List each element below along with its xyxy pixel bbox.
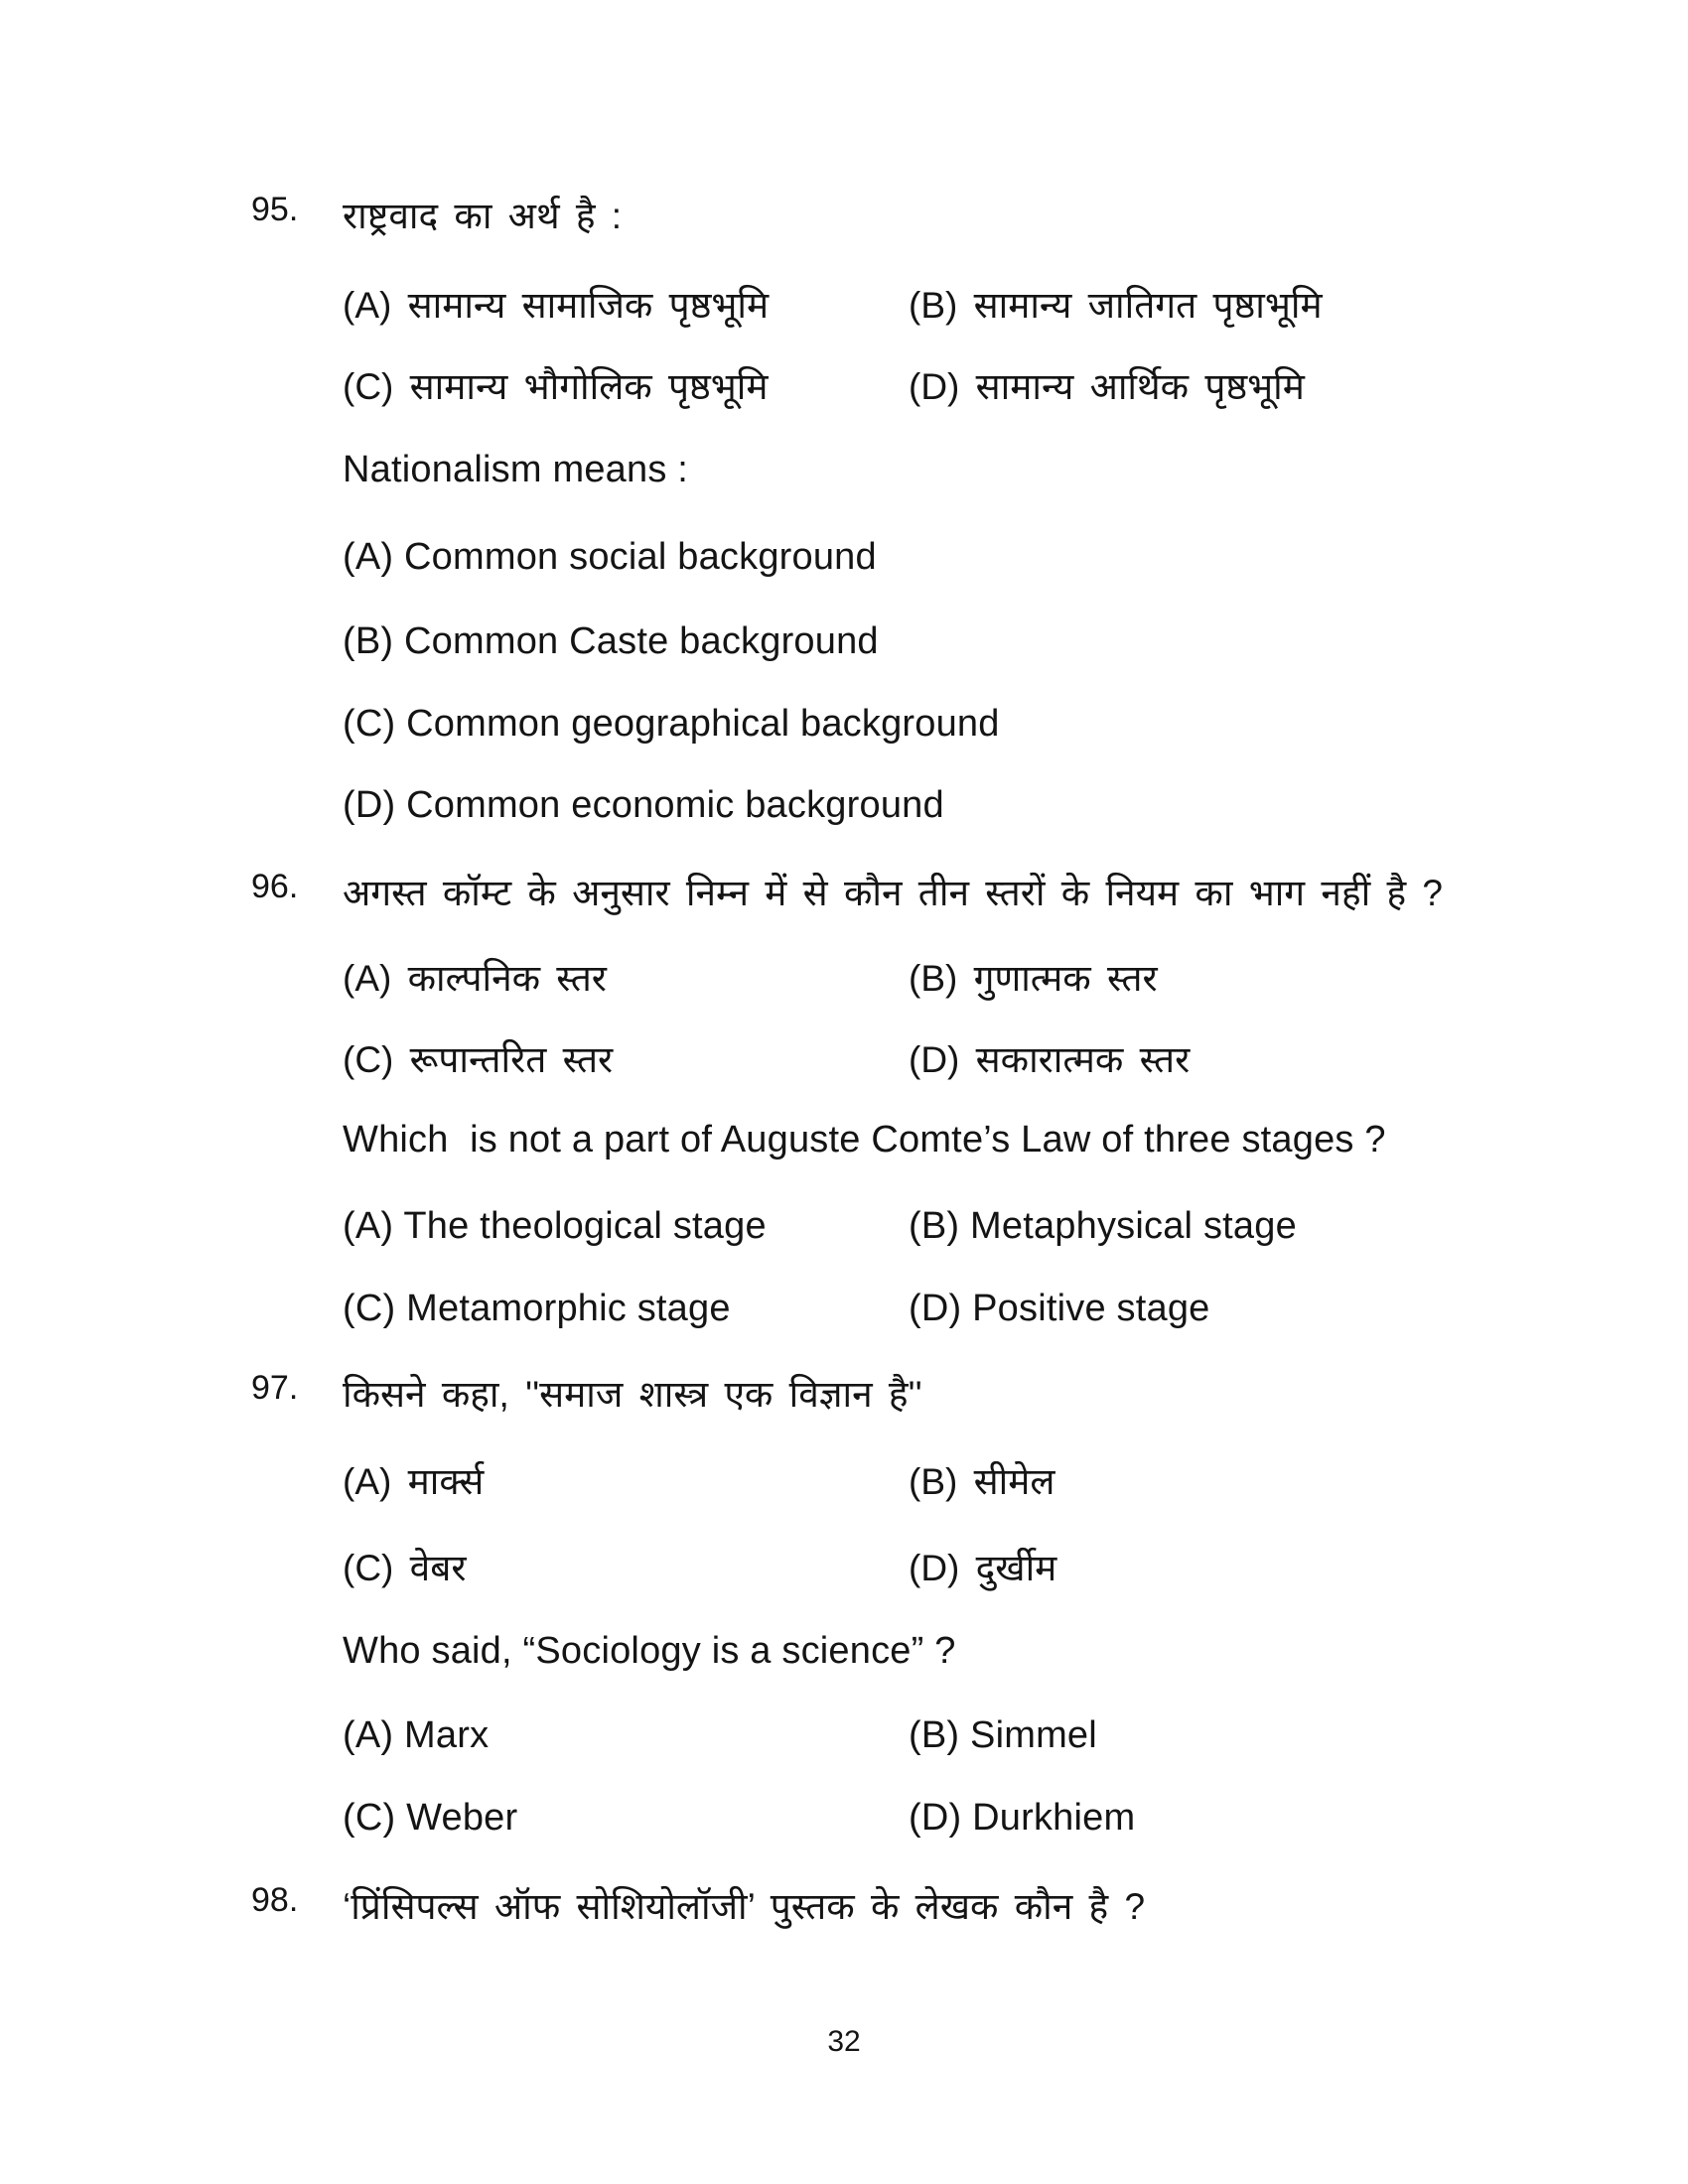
question-98-number: 98. [251,1881,299,1919]
page-number: 32 [827,2025,861,2058]
q95-hindi-option-c [343,359,769,410]
option-text: मार्क्स [407,1461,485,1502]
q96-hindi-option-c [343,1032,613,1083]
question-96-english-text: Which is not a part of Auguste Comte’s Law of three stages ? [343,1119,1386,1160]
q96-english-option-b [909,1205,1297,1248]
option-text: सकारात्मक स्तर [975,1039,1191,1080]
q96-hindi-option-d [909,1032,1190,1083]
option-label: (C) [343,366,394,407]
option-label: (B) [343,620,394,662]
question-95-hindi-options-ab [0,278,1688,341]
option-label: (D) [909,1797,962,1839]
question-96-hindi-row [0,866,1688,929]
q97-hindi-option-a [343,1454,484,1505]
question-97-number: 97. [251,1369,299,1407]
option-text: The theological stage [403,1205,767,1247]
question-95-english-row [0,449,1688,512]
q96-hindi-option-b [909,951,1158,1002]
option-label: (B) [909,1205,960,1247]
option-text: सामान्य जातिगत पृष्ठाभूमि [973,285,1323,326]
q95-hindi-option-b [909,278,1323,329]
option-text: Metamorphic stage [406,1288,731,1329]
option-text: Common social background [404,536,877,578]
option-text: सामान्य भौगोलिक पृष्ठभूमि [409,366,769,407]
q95-hindi-option-a [343,278,769,329]
option-text: रूपान्तरित स्तर [409,1039,614,1080]
question-97-hindi-options-cd [0,1541,1688,1604]
option-label: (A) [343,1714,394,1756]
question-97-english-options-cd [0,1797,1688,1860]
q97-english-option-c [343,1797,517,1840]
option-text: Marx [404,1714,490,1756]
q97-english-option-a [343,1714,489,1757]
question-97-english-text: Who said, “Sociology is a science” ? [343,1630,956,1672]
option-label: (B) [909,958,958,999]
option-text: काल्पनिक स्तर [407,958,607,999]
option-label: (D) [909,366,960,407]
q95-english-option-d [343,784,944,827]
option-label: (A) [343,536,394,578]
q97-english-option-b [909,1714,1097,1757]
option-text: सीमेल [973,1461,1055,1502]
option-label: (B) [909,1714,960,1756]
q95-english-option-c-row [0,703,1688,766]
option-label: (C) [343,1797,396,1839]
option-text: Positive stage [972,1288,1210,1329]
option-label: (D) [343,784,396,826]
option-text: Common geographical background [406,703,1000,745]
option-label: (A) [343,1205,394,1247]
question-97-english-options-ab [0,1714,1688,1778]
option-text: दुर्खीम [975,1548,1057,1588]
option-label: (A) [343,285,392,326]
q96-english-option-c [343,1288,731,1330]
option-label: (D) [909,1039,960,1080]
question-96-english-row [0,1119,1688,1182]
question-95-hindi-text: राष्ट्रवाद का अर्थ है : [343,196,623,236]
option-label: (B) [909,1461,958,1502]
question-95-hindi-row [0,189,1688,252]
q96-english-option-a [343,1205,767,1248]
question-95-hindi-options-cd [0,359,1688,423]
q97-english-option-d [909,1797,1135,1840]
option-label: (A) [343,1461,392,1502]
question-96-hindi-text: अगस्त कॉम्ट के अनुसार निम्न में से कौन तीन स्तरों के नियम का भाग नहीं है ? [343,873,1443,913]
option-label: (D) [909,1288,962,1329]
q97-hindi-option-d [909,1541,1056,1591]
q95-english-option-d-row [0,784,1688,848]
q95-english-option-a [343,536,877,579]
option-label: (C) [343,703,396,745]
option-text: सामान्य सामाजिक पृष्ठभूमि [407,285,770,326]
q97-hindi-option-c [343,1541,467,1591]
question-98-hindi-text: ‘प्रिंसिपल्स ऑफ सोशियोलॉजी’ पुस्तक के लेखक कौन है ? [343,1886,1146,1927]
question-95-number: 95. [251,191,299,228]
q95-english-option-a-row [0,536,1688,600]
option-label: (D) [909,1548,960,1588]
option-label: (C) [343,1039,394,1080]
option-text: Common economic background [406,784,944,826]
question-95-english-text: Nationalism means : [343,449,689,490]
option-label: (C) [343,1288,396,1329]
question-96-number: 96. [251,868,299,905]
q96-hindi-option-a [343,951,607,1002]
q95-hindi-option-d [909,359,1305,410]
option-text: सामान्य आर्थिक पृष्ठभूमि [975,366,1305,407]
q95-english-option-b-row [0,620,1688,684]
option-text: Common Caste background [404,620,879,662]
option-text: Weber [406,1797,518,1839]
option-label: (B) [909,285,958,326]
option-text: गुणात्मक स्तर [973,958,1158,999]
option-text: Simmel [970,1714,1097,1756]
question-96-english-options-cd [0,1288,1688,1351]
q95-english-option-b [343,620,879,663]
question-96-hindi-options-cd [0,1032,1688,1096]
option-text: वेबर [409,1548,467,1588]
question-96-english-options-ab [0,1205,1688,1269]
question-97-hindi-text: किसने कहा, ''समाज शास्त्र एक विज्ञान है'' [343,1374,922,1415]
option-text: Durkhiem [972,1797,1136,1839]
question-97-hindi-row [0,1367,1688,1431]
q95-english-option-c [343,703,1000,746]
option-label: (A) [343,958,392,999]
question-97-english-row [0,1630,1688,1694]
option-label: (C) [343,1548,394,1588]
option-text: Metaphysical stage [970,1205,1297,1247]
question-97-hindi-options-ab [0,1454,1688,1518]
question-98-hindi-row [0,1879,1688,1943]
q96-english-option-d [909,1288,1210,1330]
question-96-hindi-options-ab [0,951,1688,1015]
q97-hindi-option-b [909,1454,1055,1505]
